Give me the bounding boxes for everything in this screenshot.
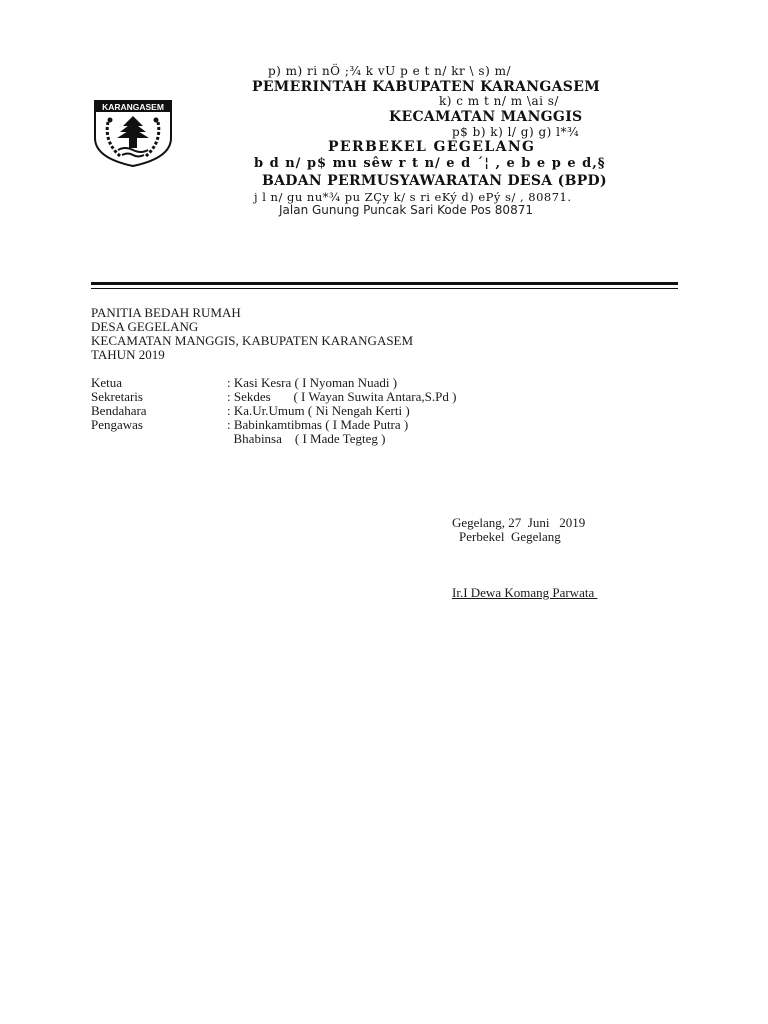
header-bpd: BADAN PERMUSYAWARATAN DESA (BPD) bbox=[262, 173, 607, 189]
committee-village: DESA GEGELANG bbox=[91, 319, 199, 334]
logo-text: KARANGASEM bbox=[102, 102, 164, 112]
letterhead-rule-thin bbox=[91, 288, 678, 289]
signature-place-date: Gegelang, 27 Juni 2019 bbox=[452, 515, 586, 530]
signatory-name: Ir.I Dewa Komang Parwata bbox=[452, 585, 598, 600]
header-balinese-line-3: p$ b) k) l/ g) g) l*¾ bbox=[452, 125, 580, 139]
karangasem-regency-logo bbox=[92, 98, 174, 168]
member-role-chair: Ketua bbox=[91, 375, 123, 390]
signature-position: Perbekel Gegelang bbox=[459, 529, 561, 544]
member-value-chair: : Kasi Kesra ( I Nyoman Nuadi ) bbox=[227, 375, 398, 390]
header-village-head: PERBEKEL GEGELANG bbox=[328, 139, 536, 155]
letterhead-rule bbox=[91, 282, 678, 285]
header-balinese-line-1: p) m) ri nÖ ;¾ k vU p e t n/ kr \ s) m/ bbox=[268, 64, 511, 78]
header-address: Jalan Gunung Puncak Sari Kode Pos 80871 bbox=[279, 203, 533, 217]
committee-year: TAHUN 2019 bbox=[91, 347, 165, 362]
member-value-treasurer: : Ka.Ur.Umum ( Ni Nengah Kerti ) bbox=[227, 403, 410, 418]
member-role-secretary: Sekretaris bbox=[91, 389, 143, 404]
header-regency-government: PEMERINTAH KABUPATEN KARANGASEM bbox=[252, 79, 600, 95]
member-value-supervisor: : Babinkamtibmas ( I Made Putra ) bbox=[227, 417, 409, 432]
member-value-secretary: : Sekdes ( I Wayan Suwita Antara,S.Pd ) bbox=[227, 389, 457, 404]
committee-district: KECAMATAN MANGGIS, KABUPATEN KARANGASEM bbox=[91, 333, 414, 348]
header-balinese-address: j l n/ gu nu*¾ pu ZÇy k/ s ri eKý d) ePý s/ , 80871. bbox=[254, 190, 572, 204]
member-role-supervisor: Pengawas bbox=[91, 417, 143, 432]
header-subdistrict: KECAMATAN MANGGIS bbox=[389, 109, 583, 125]
header-balinese-line-2: k) c m t n/ m \ai s/ bbox=[439, 94, 559, 108]
committee-title: PANITIA BEDAH RUMAH bbox=[91, 305, 241, 320]
member-role-treasurer: Bendahara bbox=[91, 403, 147, 418]
header-balinese-line-4: b d n/ p$ mu sêw r t n/ e d ´¦ , e b e p e d,§ bbox=[254, 156, 606, 171]
member-value-supervisor-2: Bhabinsa ( I Made Tegteg ) bbox=[227, 431, 386, 446]
